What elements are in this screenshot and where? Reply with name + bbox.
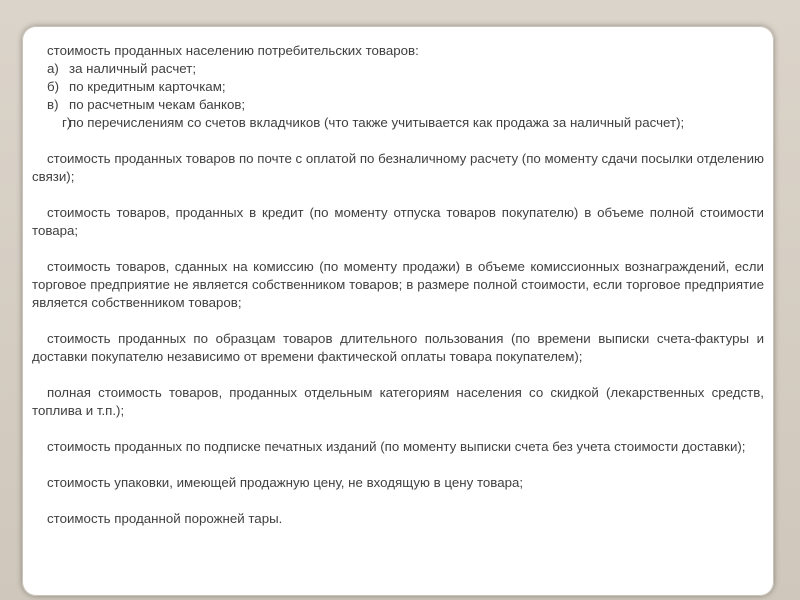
content-card	[22, 26, 774, 596]
list-item-v	[32, 96, 764, 114]
list-marker: в)	[47, 97, 59, 112]
list-marker: б)	[47, 79, 60, 94]
paragraph-commission: стоимость товаров, сданных на комиссию (по моменту продажи) в объеме комиссионных вознаграждений, если торговое предприятие не является собственником товаров; в размере полной стоимости, если торговое предприятие является собственником товаров;	[32, 259, 764, 310]
paragraph-empty-containers: стоимость проданной порожней тары.	[47, 511, 283, 526]
intro-line: стоимость проданных населению потребительских товаров:	[47, 43, 419, 58]
list-item-text: за наличный расчет;	[69, 61, 197, 76]
list-item-g	[32, 114, 764, 132]
paragraph-mail-sales: стоимость проданных товаров по почте с оплатой по безналичному расчету (по моменту сдачи посылки отделению связи);	[32, 151, 764, 184]
list-marker: г)	[62, 115, 72, 130]
list-item-b	[32, 78, 764, 96]
paragraph-discount: полная стоимость товаров, проданных отдельным категориям населения со скидкой (лекарственных средств, топлива и т.п.);	[32, 385, 764, 418]
list-item-text: по перечислениям со счетов вкладчиков (что также учитывается как продажа за наличный расчет);	[69, 115, 685, 130]
paragraph-samples: стоимость проданных по образцам товаров длительного пользования (по времени выписки счета-фактуры и доставки покупателю независимо от времени фактической оплаты товара покупателем);	[32, 331, 764, 364]
list-item-a	[32, 60, 764, 78]
paragraph-packaging: стоимость упаковки, имеющей продажную цену, не входящую в цену товара;	[47, 475, 524, 490]
paragraph-subscription: стоимость проданных по подписке печатных изданий (по моменту выписки счета без учета стоимости доставки);	[47, 439, 746, 454]
text-body	[32, 42, 764, 528]
list-marker: а)	[47, 61, 59, 76]
list-item-text: по кредитным карточкам;	[69, 79, 226, 94]
paragraph-credit-sales: стоимость товаров, проданных в кредит (по моменту отпуска товаров покупателю) в объеме полной стоимости товара;	[32, 205, 764, 238]
list-item-text: по расчетным чекам банков;	[69, 97, 246, 112]
